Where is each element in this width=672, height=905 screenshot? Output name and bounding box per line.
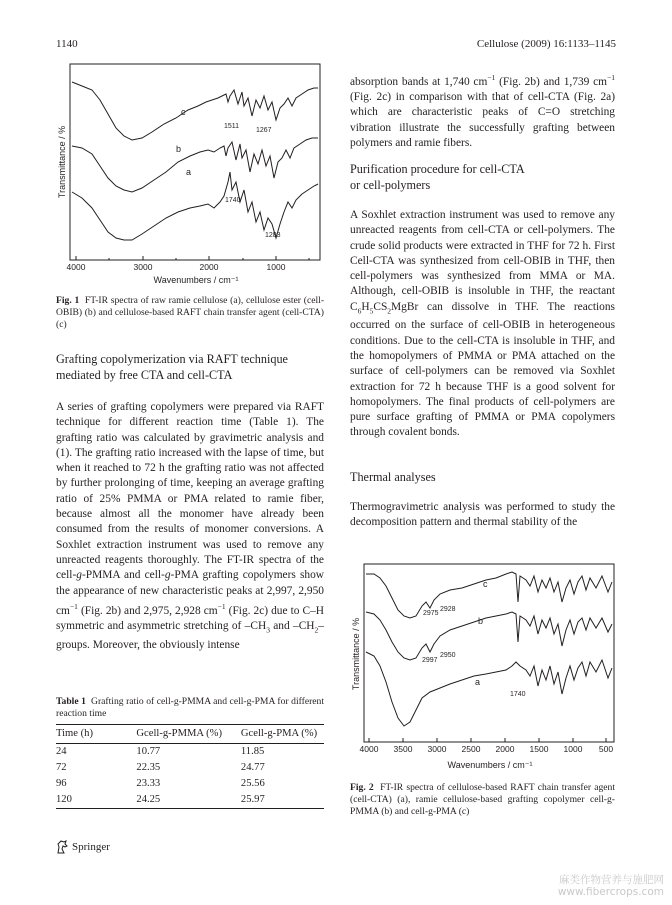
figure-1-peak-label: 1267 bbox=[256, 127, 272, 134]
figure-2-tick-label: 3500 bbox=[393, 744, 413, 754]
table-header-cell: Time (h) bbox=[56, 725, 136, 744]
section-title-grafting bbox=[56, 352, 324, 383]
table-cell: 10.77 bbox=[136, 746, 161, 757]
table-cell: 23.33 bbox=[136, 778, 161, 789]
figure-2-curve-label-a: a bbox=[475, 677, 481, 687]
figure-2-tick-label: 2000 bbox=[495, 744, 515, 754]
journal-reference: Cellulose (2009) 16:1133–1145 bbox=[476, 38, 616, 50]
table-1 bbox=[56, 724, 324, 809]
table-1-caption-label: Table 1 bbox=[56, 696, 86, 707]
figure-2-tick-label: 2500 bbox=[461, 744, 481, 754]
figure-2-plot bbox=[350, 562, 618, 776]
publisher-name: Springer bbox=[72, 841, 110, 853]
figure-2-y-axis-label: Transmittance / % bbox=[351, 617, 361, 691]
figure-2-curve-label-b: b bbox=[478, 616, 484, 626]
figure-2-tick-label: 500 bbox=[598, 744, 614, 754]
figure-2-curve-label-c: c bbox=[483, 579, 488, 589]
section-title-line: or cell-polymers bbox=[350, 177, 431, 192]
springer-horse-icon bbox=[56, 840, 68, 854]
figure-2-x-axis-label: Wavenumbers / cm⁻¹ bbox=[447, 760, 533, 770]
page-number: 1140 bbox=[56, 38, 78, 50]
figure-1-caption-label: Fig. 1 bbox=[56, 295, 80, 306]
grafting-paragraph: A series of grafting copolymers were prepared via RAFT technique for different reaction time (Table 1). The grafting ratio was calculated by gravimetric analysis and (1). The grafting ratio increased with the lapse of time, but when it reached to 72 h the grafting ratio was not affected by further prolonging of time, keeping an average grafting ratio of 25% PMMA or PMA related to ramie fiber, because almost all the monomer have already been consumed from the results of monomer conversions. A Soxhlet extraction instrument was used to remove any unreacted reagents thoroughly. The FT-IR spectra of the cell-g-PMMA and cell-g-PMA grafting copolymers show the appearance of new characteristic peaks at 2,997, 2,950 $cm^{-1}$ (Fig. 2b) and 2,975, 2,928 $cm^{-1}$ (Fig. 2c) due to C–H symmetric and asymmetric stretching of $-CH_3$ and $-CH_2-$ groups. Moreover, the obviously intense bbox=[56, 401, 324, 651]
figure-1 bbox=[56, 62, 324, 288]
figure-1-peak-label: 1511 bbox=[224, 123, 240, 130]
table-header-cell: Gcell-g-PMMA (%) bbox=[136, 725, 241, 744]
purification-paragraph: A Soxhlet extraction instrument was used to remove any unreacted reagents from cell-CTA or cell-polymers. The crude solid products were extracted in THF for 72 h. First Cell-CTA was synthesized from cell-OBIB in THF, then cell-polymers was synthesized from MMA or MA. Although, cell-OBIB is insoluble in THF, the reactant $C_6H_5CS_2MgBr$ can dissolve in THF. The reactions occurred on the surface of cell-OBIB in heterogeneous conditions. Due to the cell-CTA is insoluble in THF, and the homopolymers of PMMA or PMA attached on the surface of cell-polymers can be removed via Soxhlet extraction for 72 h because THF is a good solvent for homopolymers. The final products of cell-polymers are pure surface grafting of PMMA or PMA copolymers through covalent bonds. bbox=[350, 209, 615, 439]
table-row bbox=[56, 792, 324, 809]
section-title-line: Grafting copolymerization via RAFT technique bbox=[56, 352, 288, 366]
figure-1-caption bbox=[56, 295, 324, 332]
figure-2-curve-b bbox=[366, 612, 612, 660]
figure-1-caption-text: FT-IR spectra of raw ramie cellulose (a), cellulose ester (cell-OBIB) (b) and cellulose-based RAFT chain transfer agent (cell-CTA) (c) bbox=[56, 295, 325, 331]
figure-1-y-axis-label: Transmittance / % bbox=[57, 125, 67, 199]
figure-2-curve-a bbox=[366, 652, 612, 726]
figure-2-tick-label: 3000 bbox=[427, 744, 447, 754]
figure-1-tick-label: 1000 bbox=[266, 262, 286, 272]
figure-2-peak-label: 2928 bbox=[440, 606, 456, 613]
figure-2-curve-c bbox=[366, 572, 612, 618]
site-watermark bbox=[558, 874, 664, 898]
figure-2 bbox=[350, 562, 618, 776]
table-cell: 24.25 bbox=[136, 792, 241, 809]
figure-2-peak-label: 2975 bbox=[423, 610, 439, 617]
figure-1-tick-label: 2000 bbox=[199, 262, 219, 272]
figure-1-tick-label: 4000 bbox=[66, 262, 86, 272]
figure-1-curve-label-c: c bbox=[181, 107, 186, 117]
watermark-line: 麻类作物营养与施肥网 bbox=[559, 874, 664, 886]
thermal-paragraph: Thermogravimetric analysis was performed to study the decomposition pattern and thermal stability of the bbox=[350, 501, 615, 529]
figure-2-frame bbox=[364, 564, 614, 742]
figure-1-curve-a bbox=[72, 172, 318, 240]
table-cell: 120 bbox=[56, 792, 136, 809]
table-cell: 22.35 bbox=[136, 762, 161, 773]
figure-1-curve-label-a: a bbox=[186, 167, 192, 177]
table-row bbox=[56, 776, 324, 792]
table-1-caption bbox=[56, 696, 324, 720]
table-cell: 24 bbox=[56, 746, 67, 757]
figure-2-tick-label: 1500 bbox=[529, 744, 549, 754]
figure-1-curve-b bbox=[72, 138, 318, 192]
section-title-line: Purification procedure for cell-CTA bbox=[350, 162, 525, 176]
figure-2-caption-label: Fig. 2 bbox=[350, 782, 374, 793]
table-cell: 25.97 bbox=[241, 792, 324, 809]
table-1-grid bbox=[56, 724, 324, 809]
table-cell: 11.85 bbox=[240, 746, 265, 757]
section-title-purification bbox=[350, 162, 615, 193]
section-title-line: mediated by free CTA and cell-CTA bbox=[56, 367, 233, 382]
figure-2-caption-text: FT-IR spectra of cellulose-based RAFT chain transfer agent (cell-CTA) (a), ramie cellulose-based grafting copolymer cell-g-PMMA (b) and cell-g-PMA (c) bbox=[350, 782, 615, 818]
figure-2-tick-label: 4000 bbox=[359, 744, 379, 754]
figure-2-peak-label: 2950 bbox=[440, 652, 456, 659]
table-header-cell: Gcell-g-PMA (%) bbox=[241, 725, 324, 744]
table-cell: 96 bbox=[56, 778, 67, 789]
figure-2-tick-label: 1000 bbox=[563, 744, 583, 754]
table-row bbox=[56, 760, 324, 776]
table-1-caption-text: Grafting ratio of cell-g-PMMA and cell-g-PMA for different reaction time bbox=[56, 696, 324, 720]
table-row bbox=[56, 744, 324, 761]
figure-1-plot bbox=[56, 62, 324, 288]
figure-1-tick-label: 3000 bbox=[133, 262, 153, 272]
figure-2-caption bbox=[350, 782, 615, 819]
watermark-line: www.fibercrops.com bbox=[557, 886, 664, 898]
table-cell: 25.56 bbox=[240, 778, 265, 789]
figure-2-peak-label: 2997 bbox=[422, 657, 438, 664]
figure-2-peak-label: 1740 bbox=[510, 691, 526, 698]
figure-1-x-axis-label: Wavenumbers / cm⁻¹ bbox=[153, 275, 239, 285]
table-cell: 72 bbox=[56, 762, 67, 773]
figure-1-peak-label: 1740 bbox=[225, 197, 241, 204]
table-cell: 24.77 bbox=[240, 762, 265, 773]
absorption-paragraph: absorption bands at 1,740 $cm^{-1}$ (Fig. 2b) and 1,739 $cm^{-1}$ (Fig. 2c) in comparison with that of cell-CTA (Fig. 2a) which are characteristic peaks of C=O stretching vibration illustrate the successfully grafting between polymers and ramie fibers. bbox=[350, 73, 615, 149]
publisher-footer bbox=[56, 840, 110, 854]
figure-1-curve-c bbox=[72, 82, 318, 140]
section-title-thermal: Thermal analyses bbox=[350, 470, 436, 484]
figure-1-peak-label: 1283 bbox=[265, 232, 281, 239]
figure-1-curve-label-b: b bbox=[176, 144, 182, 154]
table-header-row bbox=[56, 725, 324, 744]
